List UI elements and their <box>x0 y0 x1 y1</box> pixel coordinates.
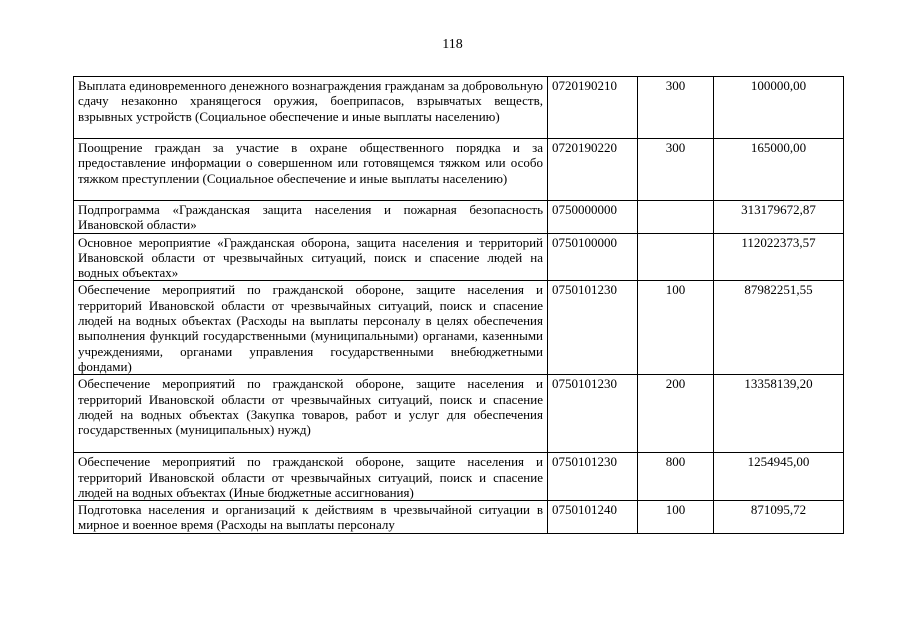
row-name: Обеспечение мероприятий по гражданской обороне, защите населения и территорий Ивановской области от чрезвычайных ситуаций, поиск и спасение людей на водных объектах (Иные бюджетные ассигнования) <box>74 453 548 501</box>
row-code: 0750101230 <box>548 453 638 501</box>
row-name: Выплата единовременного денежного вознаграждения гражданам за добровольную сдачу незаконно хранящегося оружия, боеприпасов, взрывчатых веществ, взрывных устройств (Социальное обеспечение и иные выплаты населению) <box>74 77 548 139</box>
row-code: 0750101230 <box>548 281 638 375</box>
row-sum: 13358139,20 <box>714 375 844 453</box>
row-code: 0720190210 <box>548 77 638 139</box>
row-expense-type: 100 <box>638 281 714 375</box>
budget-table <box>73 76 844 534</box>
row-expense-type: 800 <box>638 453 714 501</box>
row-code: 0750101240 <box>548 501 638 534</box>
row-sum: 871095,72 <box>714 501 844 534</box>
row-code: 0750000000 <box>548 201 638 234</box>
row-expense-type: 300 <box>638 139 714 201</box>
table-row <box>74 139 844 201</box>
table-row <box>74 453 844 501</box>
row-code: 0750100000 <box>548 233 638 281</box>
row-name: Обеспечение мероприятий по гражданской обороне, защите населения и территорий Ивановской области от чрезвычайных ситуаций, поиск и спасение людей на водных объектах (Закупка товаров, работ и услуг для обеспечения государственных (муниципальных) нужд) <box>74 375 548 453</box>
row-expense-type: 300 <box>638 77 714 139</box>
row-name: Поощрение граждан за участие в охране общественного порядка и за предоставление информации о совершенном или готовящемся тяжком или особо тяжком преступлении (Социальное обеспечение и иные выплаты населению) <box>74 139 548 201</box>
row-name: Подготовка населения и организаций к действиям в чрезвычайной ситуации в мирное и военное время (Расходы на выплаты персоналу <box>74 501 548 534</box>
row-sum: 100000,00 <box>714 77 844 139</box>
row-name: Подпрограмма «Гражданская защита населения и пожарная безопасность Ивановской области» <box>74 201 548 234</box>
table-row <box>74 77 844 139</box>
row-sum: 87982251,55 <box>714 281 844 375</box>
table-row <box>74 501 844 534</box>
row-sum: 313179672,87 <box>714 201 844 234</box>
table-row <box>74 233 844 281</box>
page-number: 118 <box>442 37 463 52</box>
row-name: Обеспечение мероприятий по гражданской обороне, защите населения и территорий Ивановской области от чрезвычайных ситуаций, поиск и спасение людей на водных объектах (Расходы на выплаты персоналу в целях обеспечения выполнения функций государственными (муниципальными) органами, казенными учреждениями, органами управления государственными внебюджетными фондами) <box>74 281 548 375</box>
row-expense-type <box>638 201 714 234</box>
row-code: 0720190220 <box>548 139 638 201</box>
row-code: 0750101230 <box>548 375 638 453</box>
row-expense-type: 200 <box>638 375 714 453</box>
row-sum: 112022373,57 <box>714 233 844 281</box>
row-name: Основное мероприятие «Гражданская оборона, защита населения и территорий Ивановской области от чрезвычайных ситуаций, поиск и спасение людей на водных объектах» <box>74 233 548 281</box>
table-row <box>74 375 844 453</box>
table-row <box>74 201 844 234</box>
row-sum: 1254945,00 <box>714 453 844 501</box>
row-expense-type <box>638 233 714 281</box>
row-expense-type: 100 <box>638 501 714 534</box>
table-row <box>74 281 844 375</box>
row-sum: 165000,00 <box>714 139 844 201</box>
